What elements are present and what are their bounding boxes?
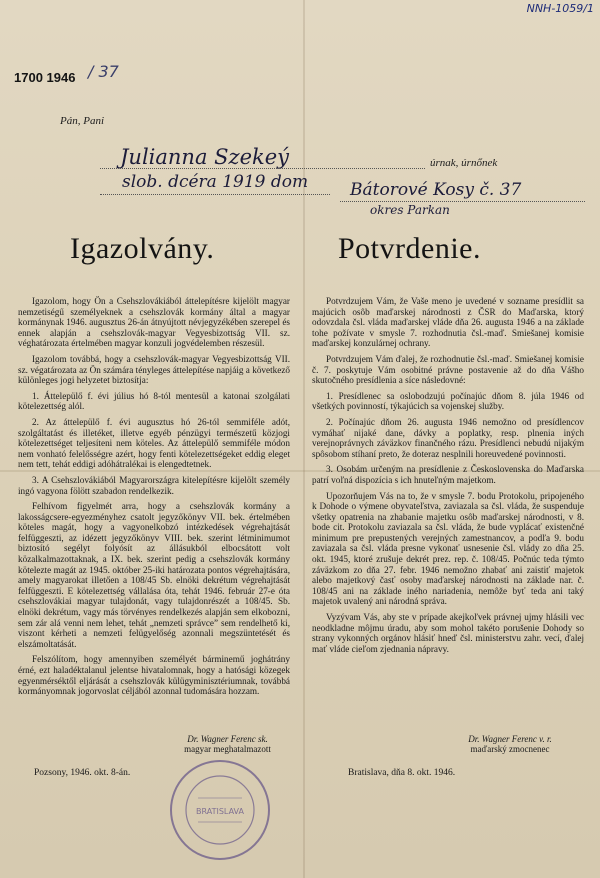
birth-line [100, 193, 330, 195]
signature-role: maďarský zmocnenec [470, 744, 550, 754]
name-line [100, 167, 425, 169]
handwritten-address-note: okres Parkan [370, 203, 450, 217]
sk-paragraph: 3. Osobám určeným na presídlenie z Československa do Maďarska patrí voľná dispozícia s ich hnuteľným majetkom. [312, 464, 584, 485]
hu-paragraph: Felszólítom, hogy amennyiben személyét bárminemű joghátrány érné, ezt haladéktalanul jelentse hivatalomnak, hogy a hatósági közegek egyenmérséktől eljárását a csehszlovák külügyminisztériumnak, továbbá kormányomnak jogorvoslat céljából azonnal tudomására hozzam. [18, 654, 290, 697]
address-line [340, 200, 585, 202]
hu-paragraph: 2. Az áttelepülő f. évi augusztus hó 26-tól semmiféle adót, szolgáltatást és illetéket, illetve egyéb pénzügyi természetű közjogi kötelezettséget teljesíteni nem köteles. Az áttelepülő semmiféle módon nem vonható felelősségre azért, hogy fenti kötelezettségeket eddig eleget nem tett, tehát eddigi adóhátralékai is elengedtetnek. [18, 416, 290, 470]
title-slovak: Potvrdenie. [338, 232, 481, 265]
title-hungarian: Igazolvány. [70, 232, 215, 265]
sk-paragraph: 1. Presídlenec sa oslobodzujú počínajúc dňom 8. júla 1946 od všetkých povinností, týkajúcich sa vojenskej služby. [312, 390, 584, 412]
sk-paragraph: 2. Počínajúc dňom 26. augusta 1946 nemožno od presídlencov vymáhať nijaké dane, dávky a poplatky, resp. plnenia iných verejnoprávnych záväzkov finančného rázu. Presídlenci nebudú nijakým spôsobom stíhaní preto, že doteraz nesplnili horeuvedené povinnosti. [312, 416, 584, 459]
signature-name: Dr. Wagner Ferenc v. r. [468, 734, 552, 744]
signature-name: Dr. Wagner Ferenc sk. [187, 734, 268, 744]
place-date-slovak: Bratislava, dňa 8. okt. 1946. [348, 768, 456, 778]
signature-role: magyar meghatalmazott [184, 744, 271, 754]
hu-paragraph: Igazolom, hogy Ön a Csehszlovákiából áttelepítésre kijelölt magyar nemzetiségű személyeknek a csehszlovák kormány által a magyar kormánynak 1946. augusztus 26-án átnyújtott névjegyzékében szerepel és ennek alapján a csehszlovák-magyar Vegyesbizottság VII. sz. véghatározata értelmében magyar konzuli jogvédelemben részesül. [18, 296, 290, 349]
hu-paragraph: 1. Áttelepülő f. évi július hó 8-tól mentesül a katonai szolgálati kötelezettség alól. [18, 390, 290, 412]
hu-paragraph: 3. A Csehszlovákiából Magyarországra kitelepítésre kijelölt személy ingó vagyona fölött szabadon rendelkezik. [18, 474, 290, 496]
archive-id: NNH-1059/1 [526, 2, 594, 15]
handwritten-address: Bátorové Kosy č. 37 [350, 180, 522, 200]
fold-line-vertical [303, 0, 305, 878]
sk-paragraph: Potvrdzujem Vám, že Vaše meno je uvedené v sozname presídlit sa majúcich osôb maďarskej národnosti z ČSR do Maďarska, ktorý odovzdala čsl. vláda maďarskej vláde dňa 26. augusta 1946 a na základe tohe požívate v smysle 7. rozhodnutia čsl.-maď. Smiešanej komisie maďarskej konzulárnej ochrany. [312, 296, 584, 349]
handwritten-name: Julianna Szekeý [120, 145, 290, 169]
hungarian-text-column [18, 296, 290, 702]
document-number-handwritten: / 37 [88, 62, 119, 81]
urnak-label: úrnak, úrnőnek [430, 157, 498, 169]
signature-hungarian [160, 734, 295, 754]
slovak-text-column [312, 296, 584, 659]
sk-paragraph: Potvrdzujem Vám ďalej, že rozhodnutie čsl.-maď. Smiešanej komisie č. 7. poskytuje Vám osobitné právne postavenie až do dňa Vášho skutočného presídlenia a síce následovné: [312, 353, 584, 386]
salutation: Pán, Pani [60, 115, 104, 127]
place-date-hungarian: Pozsony, 1946. okt. 8-án. [34, 768, 131, 778]
hu-paragraph: Igazolom továbbá, hogy a csehszlovák-magyar Vegyesbizottság VII. sz. végatározata az Ön számára tényleges áttelepítése napjáig a következő különleges jogi helyzetet biztosítja: [18, 353, 290, 386]
sk-paragraph: Vyzývam Vás, aby ste v prípade akejkoľvek právnej ujmy hlásili vec neodkladne môjmu úradu, aby som mohol takéto porušenie Dohody so strany vykonných orgánov hlásiť hneď čsl. ministerstvu zahr. vecí, ďalej mať vláde cieľom zjednania nápravy. [312, 612, 584, 654]
stamp-text: BRATISLAVA [196, 807, 244, 816]
handwritten-birth: slob. dcéra 1919 dom [122, 172, 309, 192]
sk-paragraph: Upozorňujem Vás na to, že v smysle 7. bodu Protokolu, pripojeného k Dohode o výmene obyvateľstva, zaviazala sa čsl. vláda, že suspenduje všetky opatrenia na zhabanie majetku osôb maďarskej národnosti, v 8. bode cit. Protokolu zaviazala sa čsl. vláda, že bude vyplácať existenčné minimum pre prepustených verejných zamestnancov, a podľa 9. bodu zaviazala sa čsl. vláda presne vykonať usnesenie čsl. vlády zo dňa 25. okt. 1945, ktoré zrušuje dekrét prez. rep. č. 108/45. Počnúc teda týmto záväzkom zo dňa 27. febr. 1946 nemožno zhabať ani zaistiť majetok alebo majetkový časť osoby maďarskej národnosti na základe nar. č. 108/45 ani na základe iného nariadenia, nemôže byť teda ani taký majetok uvalený ani národná správa. [312, 490, 584, 607]
official-stamp-icon [168, 758, 272, 862]
hu-paragraph: Felhívom figyelmét arra, hogy a csehszlovák kormány a lakosságcsere-egyezményhez csatolt jegyzőkönyv VII. bek. értelmében köteles magát, hogy a vagyonelkobzó intézkedések végrehajtását felfüggeszti, az idézett jegyzőkönyv VIII. bek. szerint létminimumot biztosító segélyt folyósít az állásukból elbocsátott volt közalkalmazottaknak, a IX. bek. szerint pedig a csehszlovák kormány kötelezte magát az 1945. október 25-iki határozata pontos végrehajtására, amely magyarokat illetően a 108/45 Sb. elnöki dekrétum végrehajtását felfüggeszti. E kötelezettség vállalása óta, tehát 1946. február 27-e óta csehszlovákiai magyar tulajdonát, vagy tulajdonrészét a 108/45. Sb. elnöki dekrétum, vagy más törvényes rendelkezés alapján sem elkobozni, sem zár alá venni nem lehet, tehát „nemzeti správce” sem rendelhető ki, viszont kérheti a nemzeti felügyelőség azonnali megszüntetését és elszámoltatását. [18, 501, 290, 649]
document-number: 1700 1946 [14, 70, 76, 85]
signature-slovak [440, 734, 580, 754]
